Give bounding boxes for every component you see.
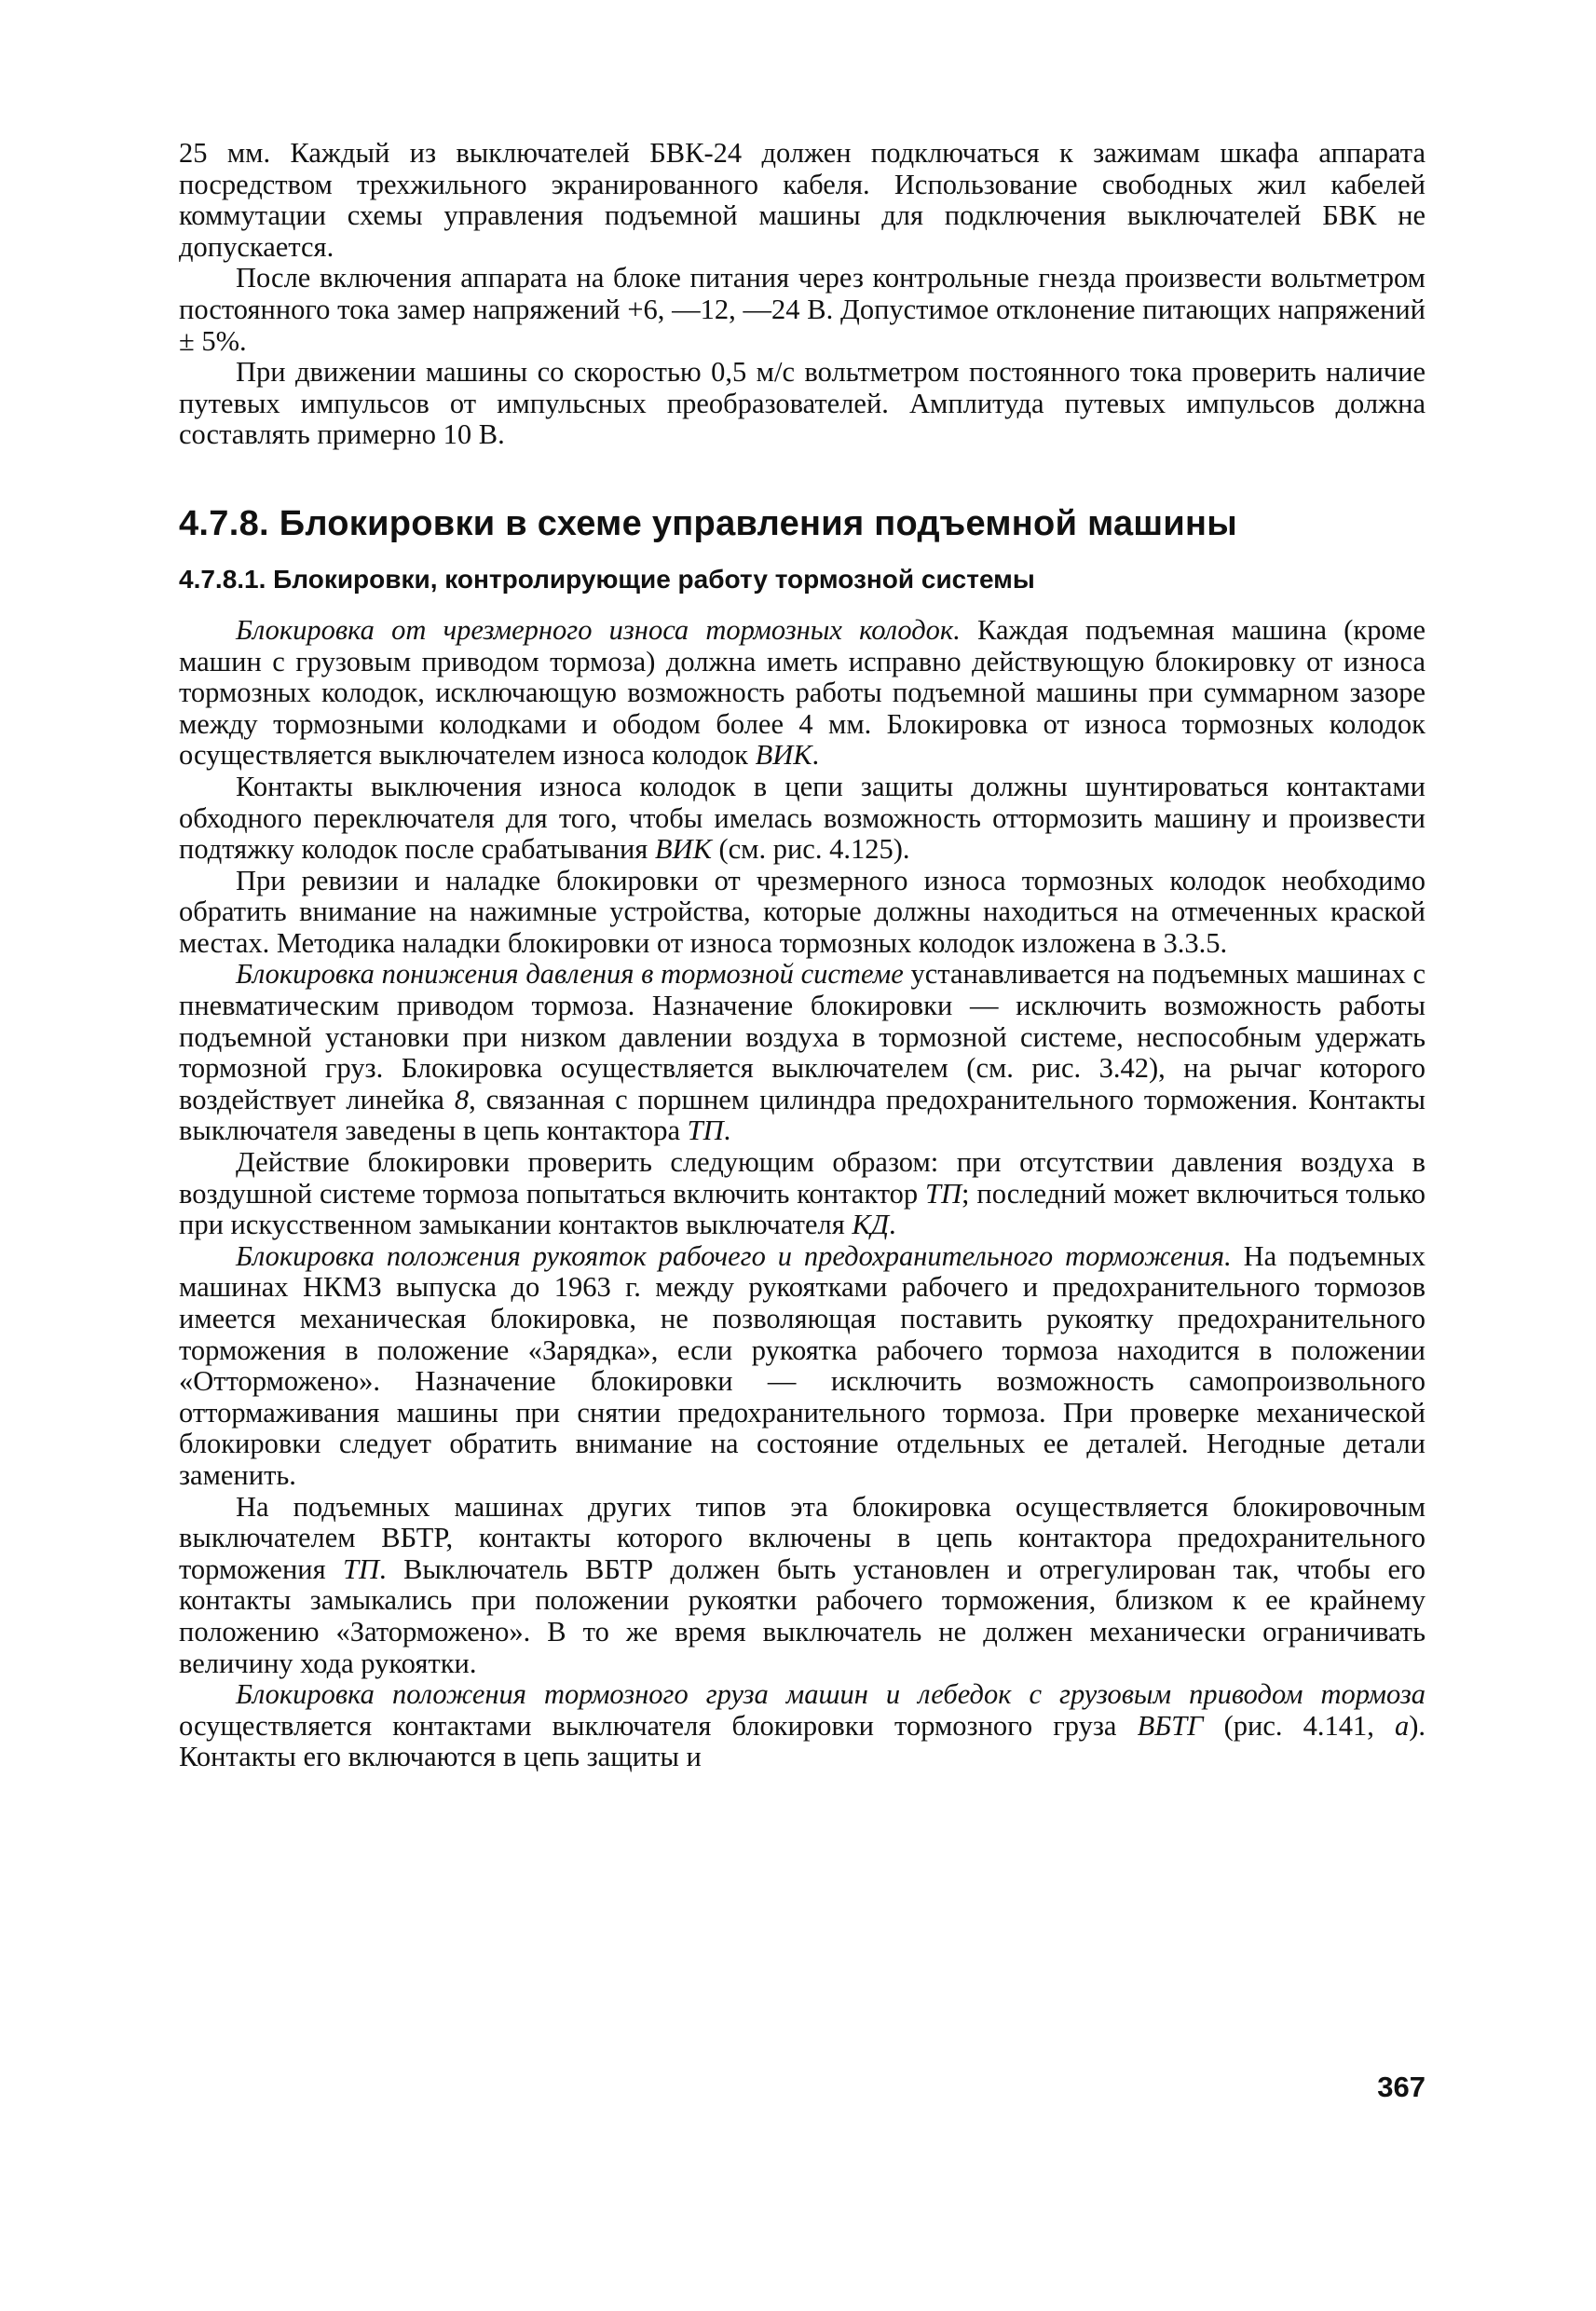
designation-italic: ВБТГ [1137,1709,1204,1742]
paragraph-check-action: Действие блокировки проверить следующим образом: при отсутствии давления воздуха в воздушной системе тормоза попытаться включить контактор ТП; последний может включиться только при искусственном замыкании контактов выключателя КД. [179,1146,1425,1241]
paragraph-handle-position: Блокировка положения рукояток рабочего и предохранительного торможения. На подъемных машинах НКМЗ выпуска до 1963 г. между рукоятками рабочего и предохранительного тормозов имеется механическая блокировка, не позволяющая поставить рукоятку предохранительного торможения в положение «Зарядка», если рукоятка рабочего тормоза находится в положении «Отторможено». Назначение блокировки — исключить возможность самопроизвольного оттормаживания машины при снятии предохранительного тормоза. При проверке механической блокировки следует обратить внимание на состояние отдельных ее деталей. Негодные детали заменить. [179,1239,1426,1491]
paragraph-pressure-drop: Блокировка понижения давления в тормозной системе устанавливается на подъемных машинах с пневматическим приводом тормоза. Назначение блокировки — исключить возможность работы подъемной установки при низком давлении воздуха в тормозной системе, неспособным удержать тормозной груз. Блокировка осуществляется выключателем (см. рис. 3.42), на рычаг которого воздействует линейка 8, связанная с поршнем цилиндра предохранительного торможения. Контакты выключателя заведены в цепь контактора ТП. [179,958,1425,1147]
designation-italic: ТП [687,1114,724,1147]
paragraph-lead-italic: Блокировка положения тормозного груза машин и лебедок с грузовым приводом тормоза [236,1678,1425,1711]
intro-paragraph-3: При движении машины со скоростью 0,5 м/с вольтметром постоянного тока проверить наличие путевых импульсов от импульсных преобразователей. Амплитуда путевых импульсов должна составлять примерно 10 В. [179,356,1425,451]
designation-italic: а [1394,1709,1410,1742]
page-number: 367 [1377,2071,1425,2103]
designation-italic: ТП [343,1552,380,1585]
subsection-heading: 4.7.8.1. Блокировки, контролирующие работу тормозной системы [179,564,1035,594]
paragraph-bypass-contacts: Контакты выключения износа колодок в цепи защиты должны шунтироваться контактами обходного переключателя для того, чтобы имелась возможность оттормозить машину и произвести подтяжку колодок после срабатывания ВИК (см. рис. 4.125). [179,770,1425,866]
page-body [179,138,1425,1773]
paragraph-lead-italic: Блокировка от чрезмерного износа тормозных колодок. [236,613,961,646]
paragraph-revision: При ревизии и наладке блокировки от чрезмерного износа тормозных колодок необходимо обратить внимание на нажимные устройства, которые должны находиться на отмеченных краской местах. Методика наладки блокировки от износа тормозных колодок изложена в 3.3.5. [179,864,1425,959]
section-heading: 4.7.8. Блокировки в схеме управления подъемной машины [179,503,1238,543]
paragraph-lead-italic: Блокировка положения рукояток рабочего и предохранительного торможения. [236,1239,1232,1272]
designation-italic: КД [852,1209,890,1241]
intro-paragraph-1: 25 мм. Каждый из выключателей БВК-24 должен подключаться к зажимам шкафа аппарата посредством трехжильного экранированного кабеля. Использование свободных жил кабелей коммутации схемы управления подъемной машины для подключения выключателей БВК не допускается. [179,137,1425,263]
paragraph-brake-weight: Блокировка положения тормозного груза машин и лебедок с грузовым приводом тормоза осуществляется контактами выключателя блокировки тормозного груза ВБТГ (рис. 4.141, а). Контакты его включаются в цепь защиты и [179,1678,1425,1773]
designation-italic: 8 [454,1083,470,1115]
paragraph-lead-italic: Блокировка понижения давления в тормозной системе [236,958,904,991]
designation-italic: ВИК [755,739,812,772]
paragraph-other-machines: На подъемных машинах других типов эта блокировка осуществляется блокировочным выключателем ВБТР, контакты которого включены в цепь контактора предохранительного торможения ТП. Выключатель ВБТР должен быть установлен и отрегулирован так, чтобы его контакты замыкались при положении рукоятки рабочего торможения, близком к ее крайнему положению «Заторможено». В то же время выключатель не должен механически ограничивать величину хода рукоятки. [179,1490,1426,1679]
designation-italic: ТП [925,1177,962,1210]
intro-paragraph-2: После включения аппарата на блоке питания через контрольные гнезда произвести вольтметром постоянного тока замер напряжений +6, —12, —24 В. Допустимое отклонение питающих напряжений ± 5%. [179,262,1425,357]
designation-italic: ВИК [654,833,712,866]
paragraph-brake-pad-wear: Блокировка от чрезмерного износа тормозных колодок. Каждая подъемная машина (кроме машин с грузовым приводом тормоза) должна иметь исправно действующую блокировку от износа тормозных колодок, исключающую возможность работы подъемной машины при суммарном зазоре между тормозными колодками и ободом более 4 мм. Блокировка от износа тормозных колодок осуществляется выключателем износа колодок ВИК. [179,613,1426,772]
